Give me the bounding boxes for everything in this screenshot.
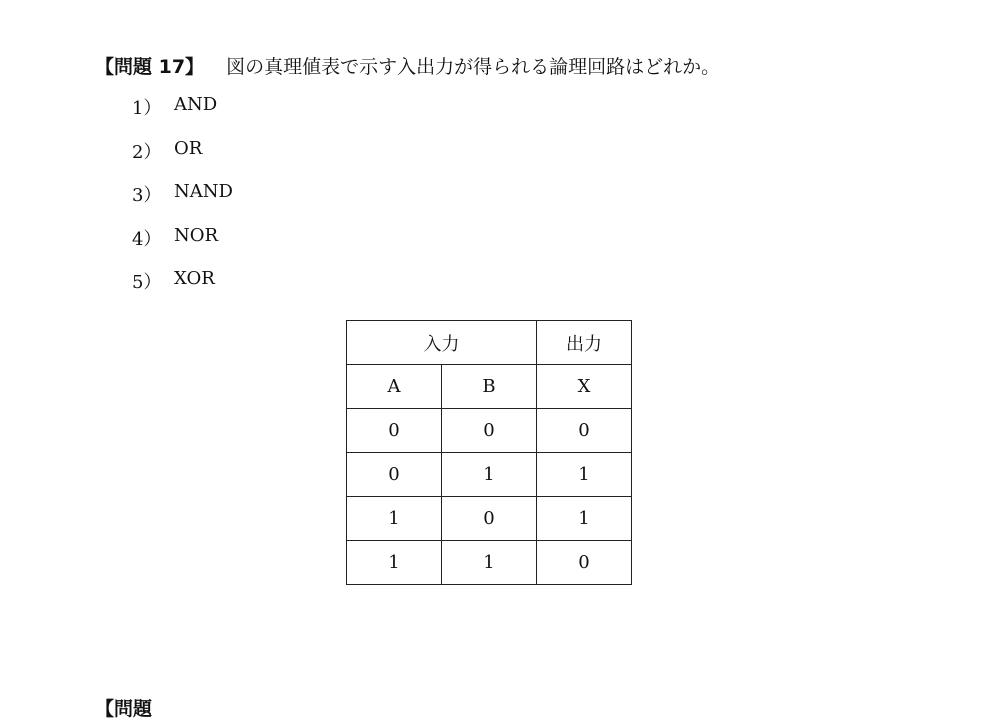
choice-number: 2）: [132, 141, 162, 163]
choice-label: NOR: [174, 224, 219, 246]
question-text: 図の真理値表で示す入出力が得られる論理回路はどれか。: [226, 56, 721, 78]
truth-table: [346, 320, 632, 585]
table-cell: 1: [347, 497, 442, 541]
table-row: [347, 409, 632, 453]
column-header-x: X: [537, 365, 632, 409]
choice-label: AND: [174, 94, 218, 115]
table-group-header-row: [347, 321, 632, 365]
table-cell: 1: [442, 453, 537, 497]
column-header-a: A: [347, 365, 442, 409]
table-cell: 1: [537, 497, 632, 541]
choice-number: 3）: [132, 185, 162, 206]
table-cell: 0: [442, 497, 537, 541]
choice-item: [132, 181, 233, 225]
choice-label: NAND: [174, 181, 233, 202]
choice-label: XOR: [174, 268, 215, 289]
choice-number: 4）: [132, 228, 162, 250]
choice-item: [132, 225, 233, 269]
table-cell: 1: [347, 541, 442, 585]
column-header-b: B: [442, 365, 537, 409]
question-header: [95, 52, 720, 79]
table-column-header-row: [347, 365, 632, 409]
table-row: [347, 541, 632, 585]
choice-item: [132, 268, 233, 312]
choice-label: OR: [174, 137, 203, 159]
table-cell: 0: [537, 541, 632, 585]
table-cell: 0: [537, 409, 632, 453]
choice-list: [132, 94, 233, 312]
table-cell: 0: [442, 409, 537, 453]
table-row: [347, 453, 632, 497]
table-cell: 1: [442, 541, 537, 585]
output-group-header: 出力: [537, 321, 632, 365]
choice-number: 5）: [132, 272, 162, 293]
next-question-number: 【問題: [95, 698, 153, 720]
input-group-header: 入力: [347, 321, 537, 365]
table-row: [347, 497, 632, 541]
table-cell: 0: [347, 409, 442, 453]
choice-item: [132, 94, 233, 138]
choice-number: 1）: [132, 98, 162, 119]
question-number: 【問題 17】: [95, 56, 205, 78]
table-cell: 1: [537, 453, 632, 497]
choice-item: [132, 138, 233, 182]
table-cell: 0: [347, 453, 442, 497]
